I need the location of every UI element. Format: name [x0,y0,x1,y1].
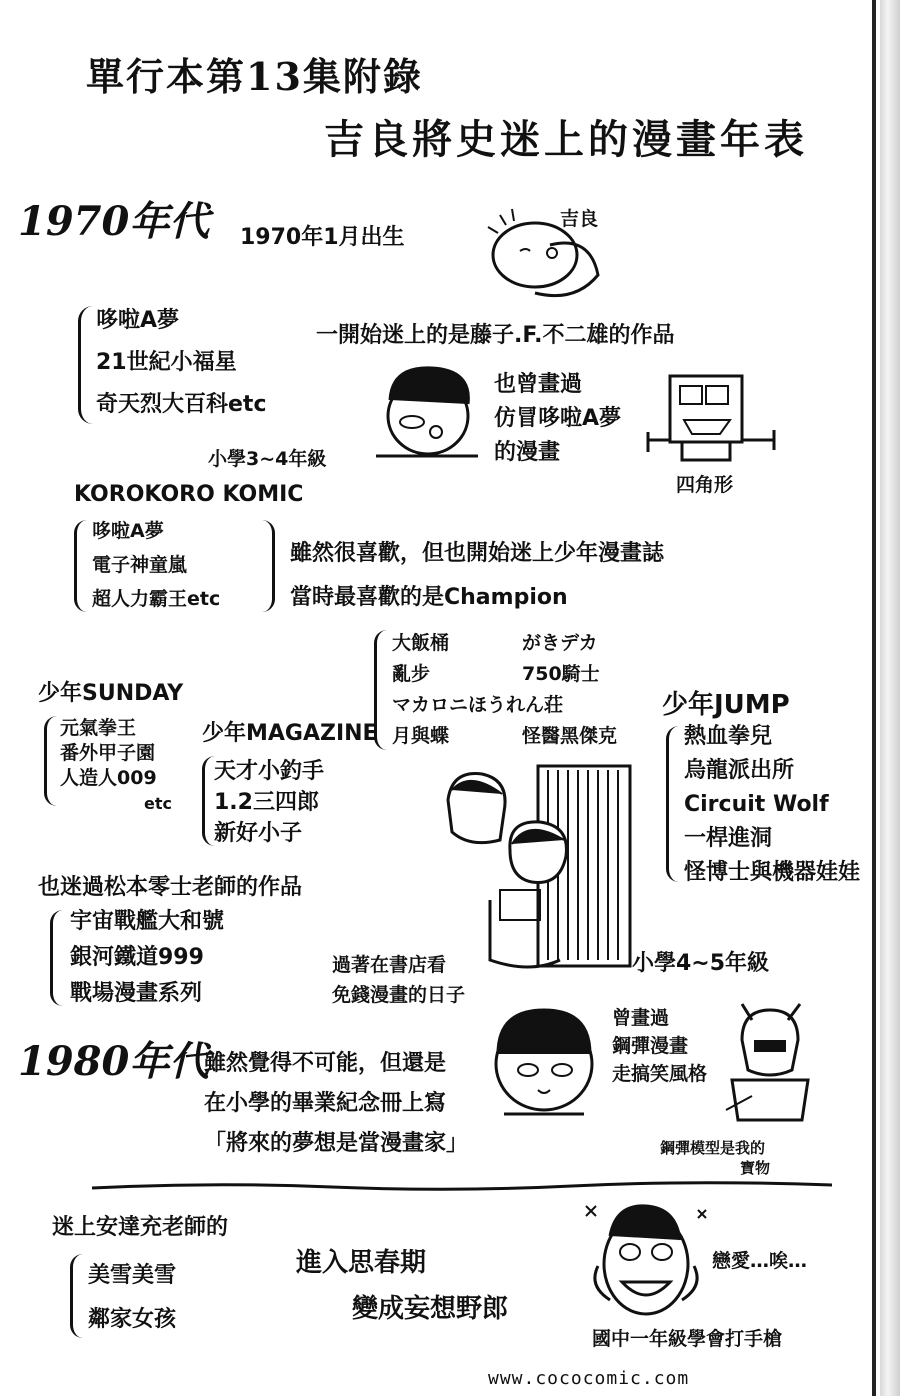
list-item [392,628,617,659]
square-caption: 四角形 [676,474,734,496]
decade-label-1970: 1970年代 [18,198,210,245]
korokoro-heading: KOROKORO KOMIC [74,482,304,507]
matsumoto-brace [50,910,63,1006]
imitation-line: 也曾畫過 [494,372,583,397]
watermark: www.cococomic.com [488,1368,690,1389]
list-item [392,690,617,721]
imitation-line: 的漫畫 [494,440,561,465]
list-item-cell: がきデカ [522,632,598,654]
gundam-model-illustration [722,1000,812,1130]
grade-note: 國中一年級學會打手槍 [592,1328,783,1350]
sunday-brace [44,716,57,806]
list-item: 天才小釣手 [214,759,325,784]
list-item-cell: 大飯桶 [392,632,450,654]
list-item: etc [144,794,172,813]
matsumoto-heading: 也迷過松本零士老師的作品 [38,875,303,900]
birth-note: 1970年1月出生 [240,225,405,250]
list-item-cell: 怪醫黑傑克 [522,725,618,747]
list-item: 電子神童嵐 [92,554,188,576]
list-item [392,721,617,752]
fujiko-brace [78,306,93,424]
list-item-cell: 750騎士 [522,663,600,685]
list-item: Circuit Wolf [684,792,829,817]
fujiko-list [96,300,266,426]
grade-3-4-label: 小學3~4年級 [208,448,327,470]
page-title: 單行本第13集附錄 [86,54,423,99]
adachi-brace [70,1254,83,1338]
bookstore-note [332,950,465,1010]
magazine-note [290,532,664,620]
kid-face-illustration [484,1004,604,1124]
magazine-note-line: 雖然很喜歡，但也開始迷上少年漫畫誌 [290,541,665,566]
dream-line: 「將來的夢想是當漫畫家」 [204,1131,469,1156]
magazine-note-line: 當時最喜歡的是Champion [290,585,568,610]
fujiko-heading: 一開始迷上的是藤子.F.不二雄的作品 [316,323,675,348]
grade-4-5-label: 小學4~5年級 [632,951,770,976]
page-edge-shadow [872,0,876,1396]
list-item: 戰場漫畫系列 [70,981,203,1006]
page-subtitle: 吉良將史迷上的漫畫年表 [324,117,808,163]
baby-label: 吉良 [560,208,599,230]
puberty-line: 進入思春期 [296,1248,427,1278]
list-item: 哆啦A夢 [92,520,164,542]
sunday-heading: 少年SUNDAY [38,681,184,706]
matsumoto-list [70,904,224,1012]
list-item: 烏龍派出所 [684,758,795,783]
list-item: 超人力霸王etc [92,588,221,610]
gundam-caption-line: 鋼彈模型是我的 [660,1139,766,1157]
puberty-line: 變成妄想野郎 [352,1294,509,1324]
korokoro-list [92,514,220,616]
bookstore-line: 過著在書店看 [332,954,447,976]
list-item: 美雪美雪 [88,1263,177,1288]
list-item [392,659,617,690]
magazine-heading: 少年MAGAZINE [202,721,378,746]
jump-list [684,720,860,890]
sigh-text: 戀愛…唉… [712,1250,808,1272]
list-item-cell: マカロニほうれん荘 [392,694,564,716]
imitation-note [494,368,621,470]
gundam-caption-line: 寶物 [740,1159,771,1177]
korokoro-brace [74,520,87,612]
blushing-face-illustration [580,1196,710,1326]
dream-line: 雖然覺得不可能，但還是 [204,1051,447,1076]
gundam-note [612,1004,707,1088]
list-item: 新好小子 [214,821,303,846]
gundam-line: 走搞笑風格 [612,1063,708,1085]
list-item: 奇天烈大百科etc [96,392,267,417]
korokoro-brace-right [262,520,275,612]
list-item: 熱血拳兒 [684,724,773,749]
list-item: 哆啦A夢 [96,308,180,333]
list-item: 元氣拳王 [60,717,137,739]
magazine-list [214,756,324,849]
adachi-heading: 迷上安達充老師的 [52,1215,229,1240]
decade-label-1980: 1980年代 [18,1038,210,1085]
list-item-cell: 月與蝶 [392,725,450,747]
puberty-note [296,1240,508,1332]
list-item: 一桿進洞 [684,826,773,851]
page-edge-gutter [880,0,900,1396]
imitation-line: 仿冒哆啦A夢 [494,406,622,431]
list-item: 怪博士與機器娃娃 [684,860,861,885]
list-item: 番外甲子園 [60,742,156,764]
list-item: 21世紀小福星 [96,350,237,375]
gundam-line: 鋼彈漫畫 [612,1035,689,1057]
section-divider [92,1180,832,1194]
list-item-cell: 亂步 [392,663,431,685]
gundam-caption [660,1138,770,1178]
adachi-list [88,1254,176,1342]
list-item: 銀河鐵道999 [70,945,204,970]
list-item: 鄰家女孩 [88,1307,177,1332]
list-item: 1.2三四郎 [214,790,319,815]
dream-note [204,1044,468,1164]
kid-drawing-illustration [372,360,482,470]
square-doraemon-illustration [648,370,778,480]
bookstore-reading-illustration [430,760,640,980]
jump-brace [666,726,679,882]
list-item: 宇宙戰艦大和號 [70,909,225,934]
champion-list [392,628,617,752]
baby-illustration [480,205,610,305]
dream-line: 在小學的畢業紀念冊上寫 [204,1091,447,1116]
gundam-line: 曾畫過 [612,1007,670,1029]
jump-heading: 少年JUMP [662,690,790,720]
bookstore-line: 免錢漫畫的日子 [332,984,466,1006]
sunday-list [60,716,172,816]
list-item: 人造人009 [60,767,157,789]
